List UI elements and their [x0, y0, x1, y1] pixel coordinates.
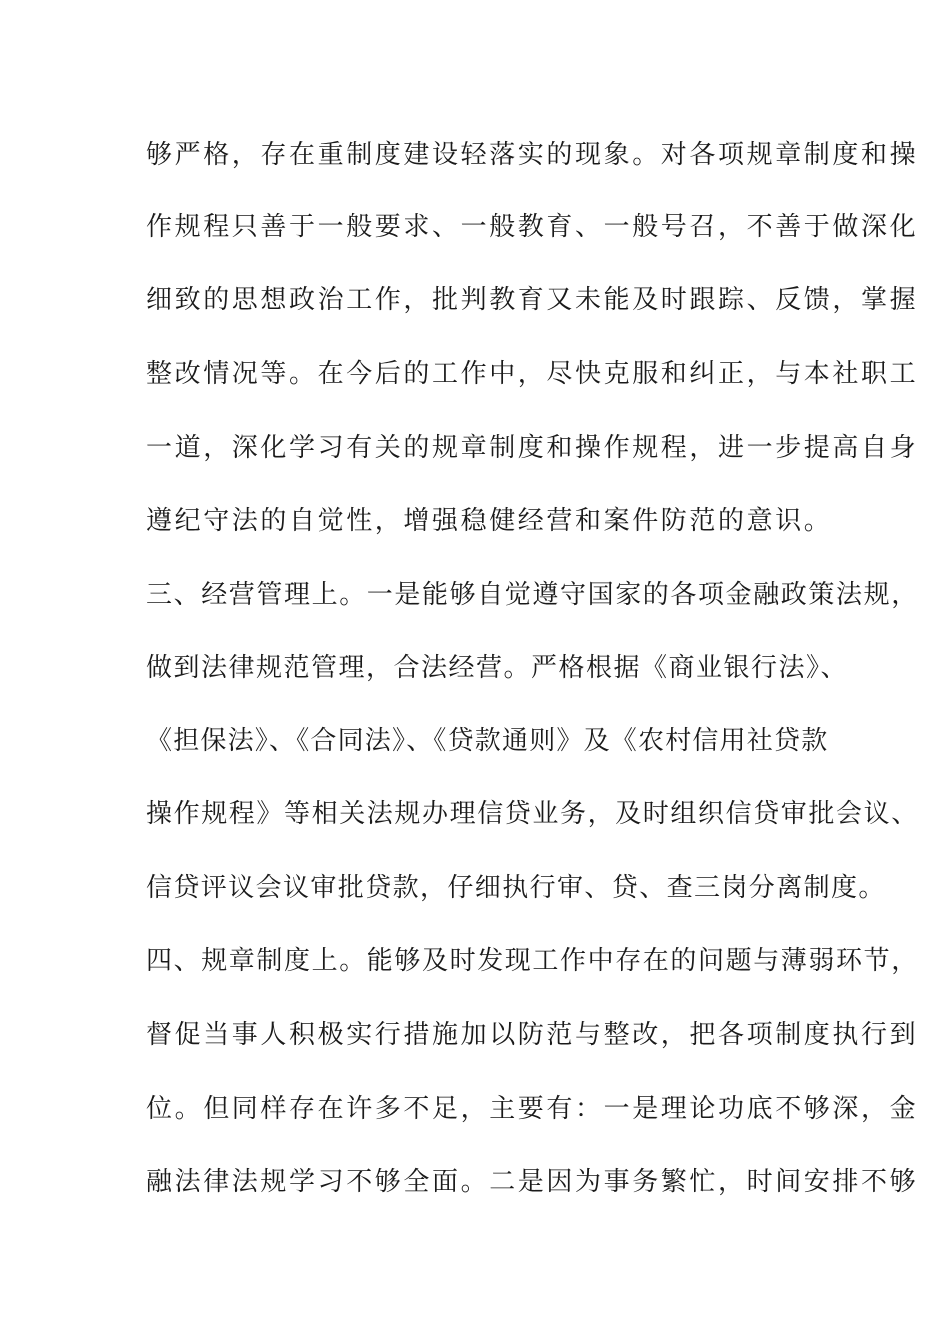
section-heading-line: 四、规章制度上。能够及时发现工作中存在的问题与薄弱环节，: [146, 946, 919, 976]
body-text-line: 融法律法规学习不够全面。二是因为事务繁忙，时间安排不够: [146, 1167, 919, 1197]
body-text-line: 操作规程》等相关法规办理信贷业务，及时组织信贷审批会议、: [146, 799, 919, 829]
body-text-line: 作规程只善于一般要求、一般教育、一般号召，不善于做深化: [146, 212, 919, 242]
body-text-line: 细致的思想政治工作，批判教育又未能及时跟踪、反馈，掌握: [146, 285, 919, 315]
body-text-line: 遵纪守法的自觉性，增强稳健经营和案件防范的意识。: [146, 506, 833, 536]
body-text-line: 《担保法》、《合同法》、《贷款通则》及《农村信用社贷款: [146, 726, 829, 756]
body-text-line: 做到法律规范管理，合法经营。严格根据《商业银行法》、: [146, 653, 849, 683]
body-text-line: 够严格，存在重制度建设轻落实的现象。对各项规章制度和操: [146, 140, 919, 170]
body-text-line: 信贷评议会议审批贷款，仔细执行审、贷、查三岗分离制度。: [146, 873, 886, 903]
body-text-line: 督促当事人积极实行措施加以防范与整改，把各项制度执行到: [146, 1020, 919, 1050]
body-text-line: 整改情况等。在今后的工作中，尽快克服和纠正，与本社职工: [146, 359, 919, 389]
body-text-line: 一道，深化学习有关的规章制度和操作规程，进一步提高自身: [146, 433, 919, 463]
section-heading-line: 三、经营管理上。一是能够自觉遵守国家的各项金融政策法规，: [146, 580, 919, 610]
body-text-line: 位。但同样存在许多不足，主要有：一是理论功底不够深，金: [146, 1094, 919, 1124]
